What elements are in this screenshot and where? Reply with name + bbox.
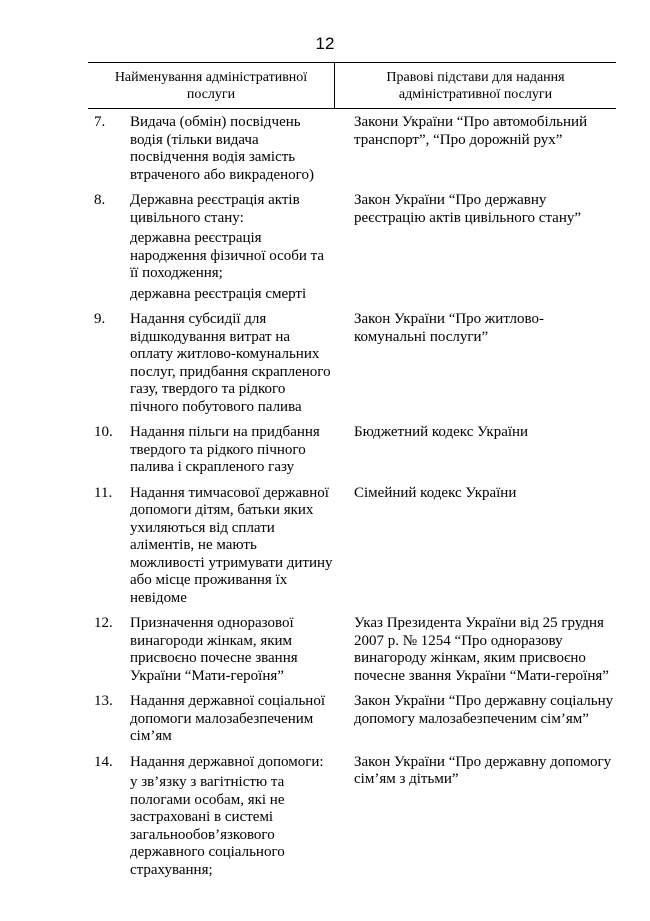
header-service-name: Найменування адміністративної послуги xyxy=(88,63,335,108)
service-name-paragraph: державна реєстрація народження фізичної особи та її походження; xyxy=(130,230,325,281)
legal-basis: Закон України “Про житлово-комунальні послуги” xyxy=(354,311,544,345)
legal-basis: Закони України “Про автомобільний транспорт”, “Про дорожній рух” xyxy=(354,114,588,148)
row-number: 8. xyxy=(94,192,106,208)
services-table xyxy=(88,62,616,882)
service-name-paragraph: Надання державної соціальної допомоги малозабезпеченим сім’ям xyxy=(130,693,325,744)
row-number: 9. xyxy=(94,311,106,327)
page-number: 12 xyxy=(315,34,335,53)
row-number: 13. xyxy=(94,693,113,709)
service-name xyxy=(130,192,341,306)
service-name-paragraph: Надання субсидії для відшкодування витрат на оплату житлово-комунальних послуг, придбання скрапленого газу, твердого та рідкого пічного побутового палива xyxy=(130,311,331,415)
row-number: 11. xyxy=(94,484,113,501)
service-name-paragraph: Державна реєстрація актів цивільного стану: xyxy=(130,192,300,226)
table-row xyxy=(88,311,616,419)
service-name-paragraph: Призначення одноразової винагороди жінкам, яким присвоєно почесне звання України “Мати-героїня” xyxy=(130,615,298,684)
legal-basis: Указ Президента України від 25 грудня 2007 р. № 1254 “Про одноразову винагороду жінкам, яким присвоєно почесне звання України “Мати-героїня” xyxy=(354,615,609,684)
table-row xyxy=(88,693,616,749)
legal-basis: Сімейний кодекс України xyxy=(354,484,517,501)
header-legal-basis: Правові підстави для надання адміністративної послуги xyxy=(386,70,565,102)
legal-basis: Закон України “Про державну реєстрацію актів цивільного стану” xyxy=(354,192,582,226)
row-number: 14. xyxy=(94,753,113,770)
table-row xyxy=(88,114,616,187)
row-number: 7. xyxy=(94,114,106,130)
legal-basis: Бюджетний кодекс України xyxy=(354,424,529,440)
service-name xyxy=(130,754,341,883)
legal-basis: Закон України “Про державну соціальну допомогу малозабезпеченим сім’ям” xyxy=(354,693,614,727)
service-name-paragraph: Надання тимчасової державної допомоги дітям, батьки яких ухиляються від сплати аліментів, не мають можливості утримувати дитину або місце проживання їх невідоме xyxy=(130,484,333,606)
service-name xyxy=(130,114,341,187)
table-row xyxy=(88,754,616,883)
service-name-paragraph: Надання державної допомоги: xyxy=(130,753,324,770)
service-name-paragraph: державна реєстрація смерті xyxy=(130,285,307,302)
service-name-paragraph: у зв’язку з вагітністю та пологами особам, які не застраховані в системі загальнообов’язкового державного соціального страхування; xyxy=(130,774,285,878)
row-number: 12. xyxy=(94,615,113,631)
table-header xyxy=(88,62,616,109)
service-name-paragraph: Видача (обмін) посвідчень водія (тільки видача посвідчення водія замість втраченого або викраденого) xyxy=(130,114,314,183)
table-row xyxy=(88,192,616,306)
table-body xyxy=(88,114,616,882)
service-name xyxy=(130,693,341,749)
table-row xyxy=(88,485,616,611)
service-name xyxy=(130,311,341,419)
table-row xyxy=(88,424,616,480)
row-number: 10. xyxy=(94,424,113,440)
table-row xyxy=(88,615,616,688)
service-name xyxy=(130,424,341,480)
service-name-paragraph: Надання пільги на придбання твердого та рідкого пічного палива і скрапленого газу xyxy=(130,424,320,475)
legal-basis: Закон України “Про державну допомогу сім’ям з дітьми” xyxy=(354,753,612,787)
service-name xyxy=(130,615,341,688)
service-name xyxy=(130,485,341,611)
